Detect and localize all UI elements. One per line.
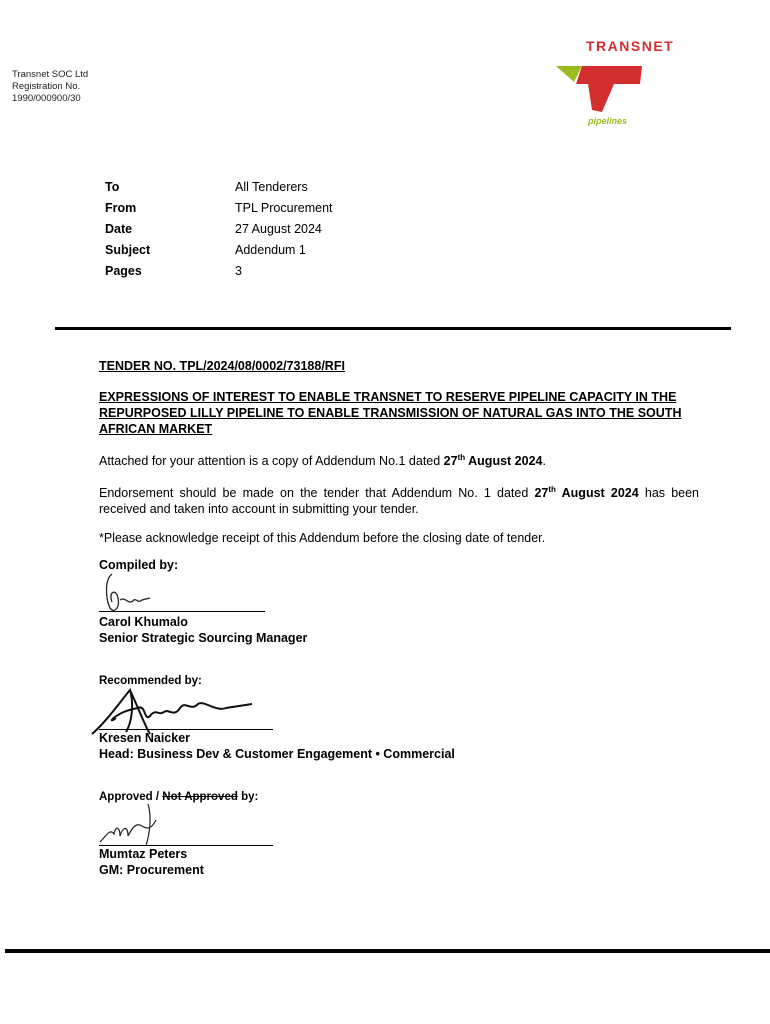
approved-title: GM: Procurement — [99, 863, 204, 877]
memo-header — [105, 176, 333, 281]
memo-row-to — [105, 176, 333, 197]
registration-number: 1990/000900/30 — [12, 93, 81, 104]
logo-division-text: pipelines — [588, 116, 628, 126]
approved-name: Mumtaz Peters — [99, 847, 188, 861]
compiled-signatory — [99, 614, 307, 646]
memo-row-from — [105, 197, 333, 218]
memo-value: 3 — [235, 263, 242, 278]
memo-row-subject — [105, 239, 333, 260]
memo-key: Subject — [105, 242, 151, 257]
memo-value: 27 August 2024 — [235, 221, 322, 236]
carol-signature-icon — [100, 570, 160, 616]
memo-key: To — [105, 179, 120, 194]
endorsement-paragraph: Endorsement should be made on the tender that Addendum No. 1 dated 27th August 2024 has been received and taken into account in submitting your tender. — [99, 485, 699, 517]
header-divider — [55, 327, 731, 330]
footer-divider — [5, 949, 770, 953]
registration-label: Registration No. — [12, 81, 81, 92]
memo-row-pages — [105, 260, 333, 281]
company-info — [12, 69, 88, 105]
memo-key: Date — [105, 221, 133, 236]
letter-body — [99, 358, 699, 546]
logo-brand-text: TRANSNET — [586, 38, 675, 54]
transnet-mark-icon — [552, 62, 648, 114]
mumtaz-signature-icon — [96, 798, 176, 850]
compiled-name: Carol Khumalo — [99, 615, 188, 629]
recommended-title: Head: Business Dev & Customer Engagement • Commercial — [99, 747, 455, 761]
memo-key: Pages — [105, 263, 142, 278]
attachment-paragraph: Attached for your attention is a copy of Addendum No.1 dated 27th August 2024. — [99, 453, 546, 469]
memo-key: From — [105, 200, 137, 215]
memo-value: All Tenderers — [235, 179, 308, 194]
memo-value: TPL Procurement — [235, 200, 333, 215]
compiled-signature-line — [99, 611, 265, 612]
tender-heading: EXPRESSIONS OF INTEREST TO ENABLE TRANSNET TO RESERVE PIPELINE CAPACITY IN THE REPURPOSED LILLY PIPELINE TO ENABLE TRANSMISSION OF NATURAL GAS INTO THE SOUTH AFRICAN MARKET — [99, 390, 682, 436]
transnet-logo — [552, 38, 692, 133]
compiled-title: Senior Strategic Sourcing Manager — [99, 631, 308, 645]
tender-number: TENDER NO. TPL/2024/08/0002/73188/RFI — [99, 359, 345, 373]
recommended-signatory — [99, 730, 455, 762]
approved-signatory — [99, 846, 204, 878]
acknowledge-paragraph: *Please acknowledge receipt of this Addendum before the closing date of tender. — [99, 531, 546, 546]
compiled-by-label: Compiled by: — [99, 558, 179, 572]
approved-by-label: Approved / Not Approved by: — [99, 791, 259, 803]
recommended-by-label: Recommended by: — [99, 675, 202, 687]
company-name: Transnet SOC Ltd — [12, 69, 89, 80]
memo-row-date — [105, 218, 333, 239]
memo-value: Addendum 1 — [235, 242, 306, 257]
recommended-name: Kresen Naicker — [99, 731, 191, 745]
